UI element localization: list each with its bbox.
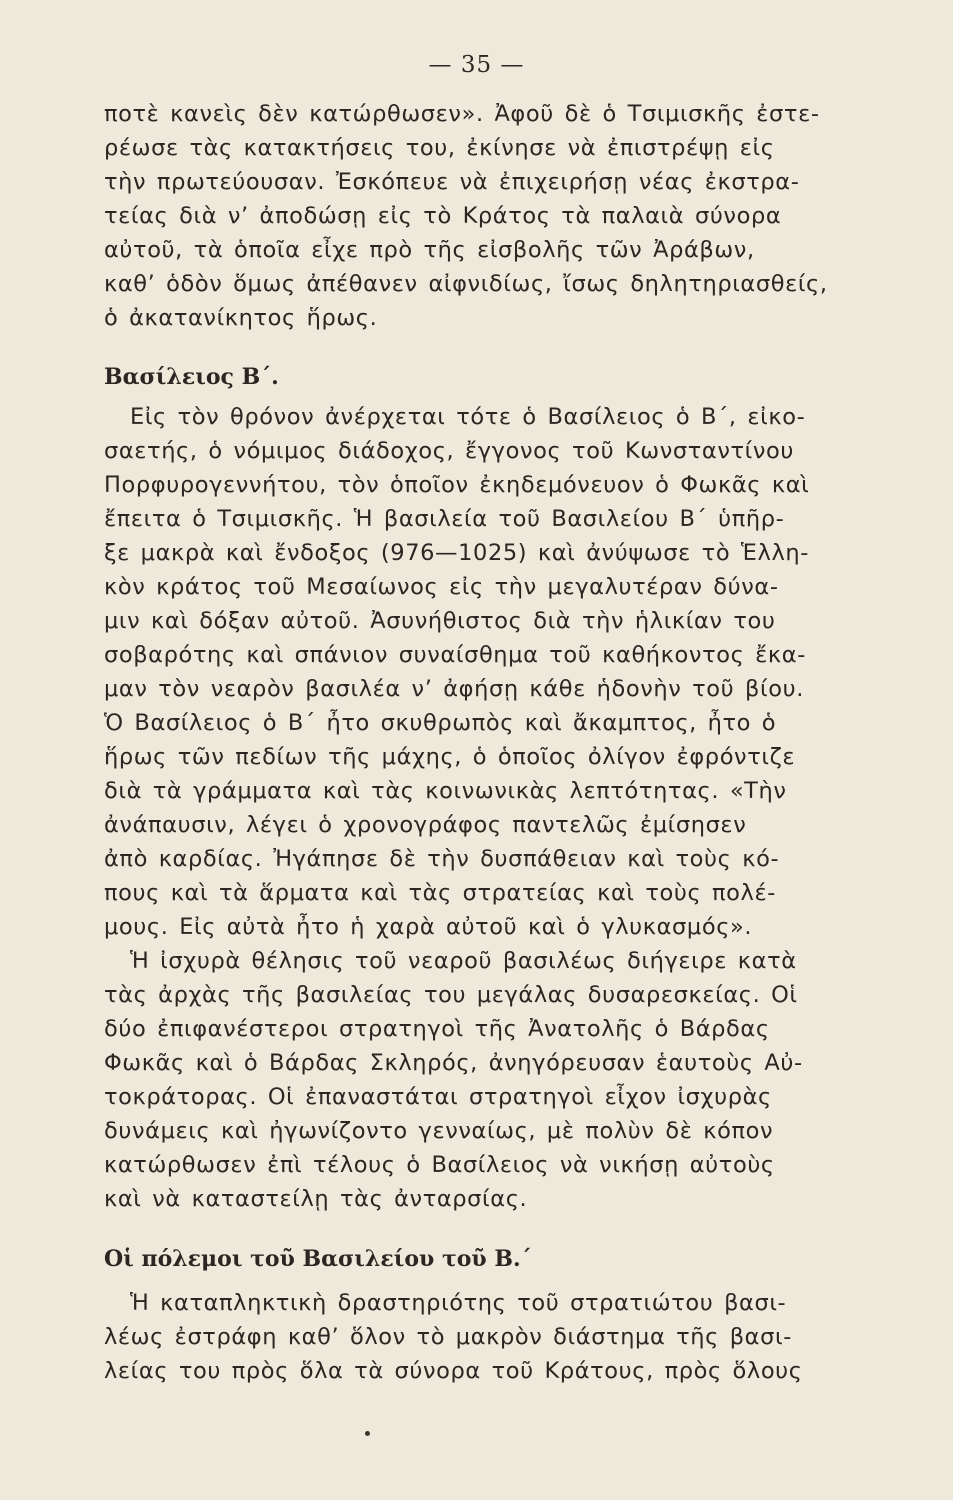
text-line: λέως ἐστράφη καθ’ ὅλον τὸ μακρὸν διάστημα τῆς βασι-: [104, 1324, 792, 1350]
text-line: δύο ἐπιφανέστεροι στρατηγοὶ τῆς Ἀνατολῆς ὁ Βάρδας: [104, 1016, 770, 1042]
text-line: κὸν κράτος τοῦ Μεσαίωνος εἰς τὴν μεγαλυτέραν δύνα-: [104, 574, 779, 600]
text-line: τοκράτορας. Οἱ ἐπαναστάται στρατηγοὶ εἶχον ἰσχυρὰς: [104, 1084, 772, 1110]
section-heading-wars-of-basil: Οἱ πόλεμοι τοῦ Βασιλείου τοῦ Β.΄: [104, 1246, 532, 1272]
text-line: λείας του πρὸς ὅλα τὰ σύνορα τοῦ Κράτους, πρὸς ὅλους: [104, 1358, 803, 1384]
text-line: Εἰς τὸν θρόνον ἀνέρχεται τότε ὁ Βασίλειος ὁ Β΄, εἰκο-: [130, 404, 806, 430]
text-line: ἔπειτα ὁ Τσιμισκῆς. Ἡ βασιλεία τοῦ Βασιλείου Β΄ ὑπῆρ-: [104, 506, 785, 532]
text-line: πους καὶ τὰ ἅρματα καὶ τὰς στρατείας καὶ τοὺς πολέ-: [104, 880, 776, 906]
text-line: Ἡ καταπληκτικὴ δραστηριότης τοῦ στρατιώτου βασι-: [130, 1290, 787, 1316]
text-line: Φωκᾶς καὶ ὁ Βάρδας Σκληρός, ἀνηγόρευσαν ἑαυτοὺς Αὐ-: [104, 1050, 803, 1076]
text-line: Ἡ ἰσχυρὰ θέλησις τοῦ νεαροῦ βασιλέως διήγειρε κατὰ: [130, 948, 797, 974]
text-line: ἀπὸ καρδίας. Ἠγάπησε δὲ τὴν δυσπάθειαν καὶ τοὺς κό-: [104, 846, 780, 872]
text-line: μιν καὶ δόξαν αὐτοῦ. Ἀσυνήθιστος διὰ τὴν ἡλικίαν του: [104, 608, 776, 634]
text-line: μαν τὸν νεαρὸν βασιλέα ν’ ἀφήσῃ κάθε ἡδονὴν τοῦ βίου.: [104, 676, 804, 702]
ink-speck: [365, 1431, 370, 1436]
text-line: τείας διὰ ν’ ἀποδώσῃ εἰς τὸ Κράτος τὰ παλαιὰ σύνορα: [104, 203, 782, 229]
text-line: αὐτοῦ, τὰ ὁποῖα εἶχε πρὸ τῆς εἰσβολῆς τῶν Ἀράβων,: [104, 237, 755, 263]
text-line: ἀνάπαυσιν, λέγει ὁ χρονογράφος παντελῶς ἐμίσησεν: [104, 812, 747, 838]
text-line: καὶ νὰ καταστείλῃ τὰς ἀνταρσίας.: [104, 1186, 528, 1212]
text-line: μους. Εἰς αὐτὰ ἦτο ἡ χαρὰ αὐτοῦ καὶ ὁ γλυκασμός».: [104, 914, 753, 940]
text-line: ἥρως τῶν πεδίων τῆς μάχης, ὁ ὁποῖος ὀλίγον ἐφρόντιζε: [104, 744, 796, 770]
text-line: Πορφυρογεννήτου, τὸν ὁποῖον ἐκηδεμόνευον ὁ Φωκᾶς καὶ: [104, 472, 810, 498]
page-number: — 35 —: [428, 52, 525, 78]
text-line: καθ’ ὁδὸν ὅμως ἀπέθανεν αἰφνιδίως, ἴσως δηλητηριασθείς,: [104, 271, 828, 297]
text-line: σοβαρότης καὶ σπάνιον συναίσθημα τοῦ καθήκοντος ἔκα-: [104, 642, 806, 668]
section-heading-basil-ii: Βασίλειος Β΄.: [104, 364, 279, 390]
text-line: σαετής, ὁ νόμιμος διάδοχος, ἔγγονος τοῦ Κωνσταντίνου: [104, 438, 795, 464]
text-line: Ὁ Βασίλειος ὁ Β΄ ἦτο σκυθρωπὸς καὶ ἄκαμπτος, ἦτο ὁ: [104, 710, 777, 736]
text-line: ποτὲ κανεὶς δὲν κατώρθωσεν». Ἀφοῦ δὲ ὁ Τσιμισκῆς ἐστε-: [104, 101, 820, 127]
text-line: ξε μακρὰ καὶ ἔνδοξος (976—1025) καὶ ἀνύψωσε τὸ Ἑλλη-: [104, 540, 809, 566]
text-line: ρέωσε τὰς κατακτήσεις του, ἐκίνησε νὰ ἐπιστρέψῃ εἰς: [104, 135, 775, 161]
text-line: κατώρθωσεν ἐπὶ τέλους ὁ Βασίλειος νὰ νικήσῃ αὐτοὺς: [104, 1152, 775, 1178]
text-line: τὰς ἀρχὰς τῆς βασιλείας του μεγάλας δυσαρεσκείας. Οἱ: [104, 982, 798, 1008]
text-line: διὰ τὰ γράμματα καὶ τὰς κοινωνικὰς λεπτότητας. «Τὴν: [104, 778, 787, 804]
text-line: ὁ ἀκατανίκητος ἥρως.: [104, 305, 378, 331]
text-line: δυνάμεις καὶ ἠγωνίζοντο γενναίως, μὲ πολὺν δὲ κόπον: [104, 1118, 774, 1144]
text-line: τὴν πρωτεύουσαν. Ἐσκόπευε νὰ ἐπιχειρήσῃ νέας ἐκστρα-: [104, 169, 800, 195]
